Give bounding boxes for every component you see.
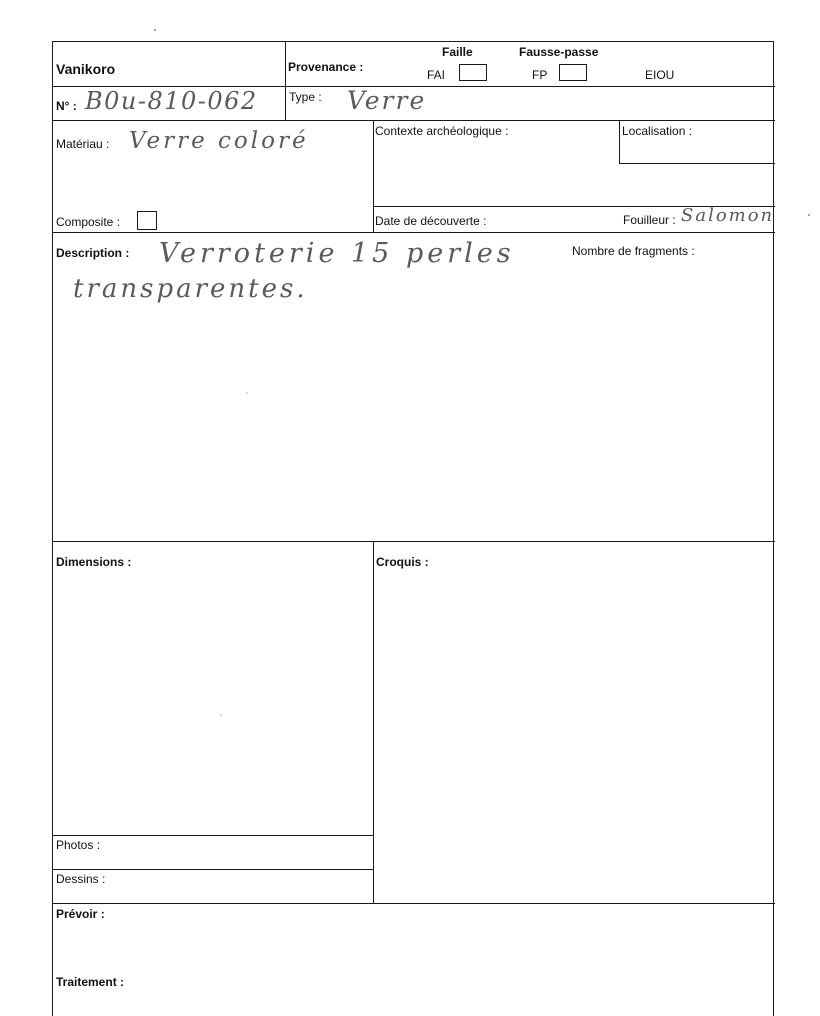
divider [53, 903, 775, 904]
description-line-1: Verroterie 15 perles [159, 238, 515, 269]
divider [53, 232, 775, 233]
fausse-passe-label: Fausse-passe [519, 45, 599, 59]
fai-label: FAI [427, 68, 446, 82]
dimensions-label: Dimensions : [56, 555, 132, 569]
provenance-label: Provenance : [288, 60, 364, 74]
fai-checkbox[interactable] [459, 64, 487, 81]
fouilleur-label: Fouilleur : [623, 213, 676, 227]
divider [53, 869, 373, 870]
divider [619, 120, 620, 163]
site-name: Vanikoro [56, 61, 116, 77]
divider [373, 120, 374, 232]
material-label: Matériau : [56, 137, 110, 151]
context-label: Contexte archéologique : [375, 124, 509, 138]
scan-speck [246, 392, 248, 394]
type-label: Type : [289, 90, 322, 104]
description-line-2: transparentes. [73, 274, 308, 304]
eiou-label: EIOU [645, 68, 675, 82]
composite-label: Composite : [56, 215, 121, 229]
number-label: N° : [56, 99, 77, 113]
discovery-date-label: Date de découverte : [375, 214, 487, 228]
prevoir-label: Prévoir : [56, 907, 105, 921]
material-value: Verre coloré [129, 128, 309, 154]
faille-label: Faille [442, 45, 473, 59]
traitement-label: Traitement : [56, 975, 125, 989]
scan-speck [808, 214, 810, 216]
divider [53, 835, 373, 836]
artifact-record-form [52, 41, 774, 1016]
divider [53, 120, 775, 121]
divider [373, 541, 374, 903]
divider [53, 541, 775, 542]
scan-speck [220, 714, 222, 716]
description-label: Description : [56, 246, 130, 260]
dessins-label: Dessins : [56, 872, 106, 886]
fouilleur-value: Salomon [681, 205, 775, 226]
photos-label: Photos : [56, 838, 101, 852]
divider [285, 42, 286, 120]
number-value: B0u-810-062 [85, 87, 258, 115]
fp-label: FP [532, 68, 548, 82]
fp-checkbox[interactable] [559, 64, 587, 81]
croquis-label: Croquis : [376, 555, 429, 569]
divider [619, 163, 775, 164]
fragments-label: Nombre de fragments : [572, 244, 695, 258]
composite-checkbox[interactable] [137, 211, 157, 230]
scan-speck [154, 29, 156, 31]
localisation-label: Localisation : [622, 124, 693, 138]
type-value: Verre [347, 86, 427, 115]
